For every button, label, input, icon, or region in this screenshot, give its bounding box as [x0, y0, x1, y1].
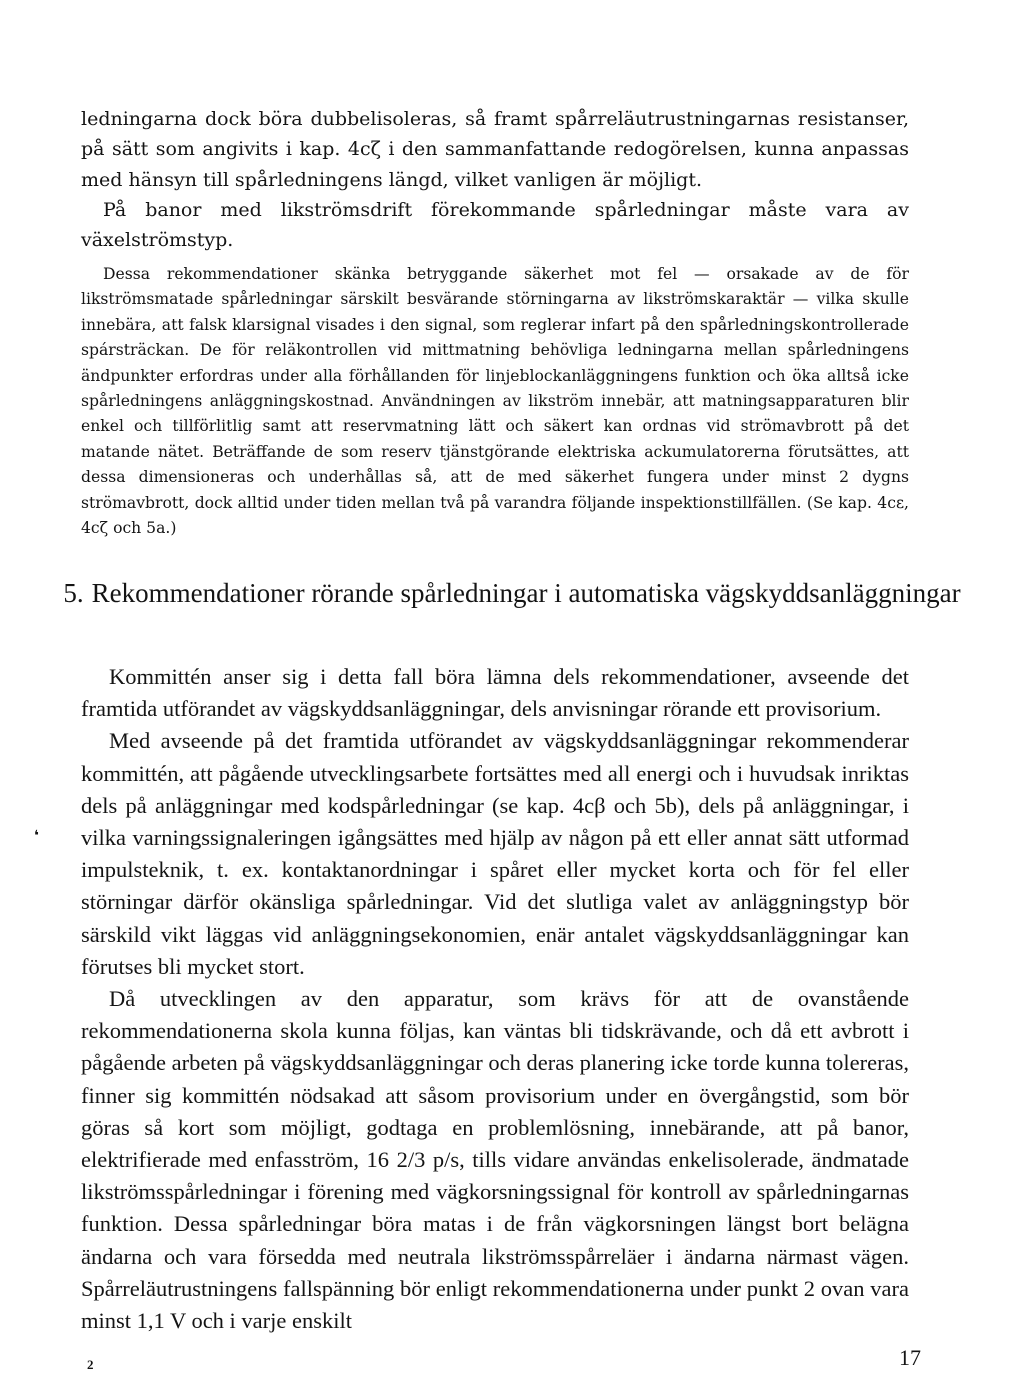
section-continuation: [81, 104, 909, 255]
paragraph: Då utvecklingen av den apparatur, som krävs för att de ovanstående rekommendationerna skola kunna följas, kan väntas bli tidskrävande, och då ett avbrott i pågående arbeten på vägskyddsanläggningar och deras planering icke torde kunna tolereras, finner sig kommittén nödsakad att såsom provisorium under en övergångstid, som bör göras så kort som möjligt, godtaga en problemlösning, innebärande, att på banor, elektrifierade med enfasström, 16 2/3 p/s, tills vidare användas enkelisolerade, ändmatade likströmsspårledningar i förening med vägkorsningssignal för kontroll av spårledningarnas funktion. Dessa spårledningar böra matas i de från vägkorsningen längst bort belägna ändarna och vara försedda med neutrala likströmsspårreläer i ändarna närmast vägen. Spårreläutrustningens fallspänning bör enligt rekommendationerna under punkt 2 ovan vara minst 1,1 V och i varje enskilt: [81, 986, 909, 1334]
signature-mark: 2: [87, 1357, 94, 1372]
paragraph: På banor med likströmsdrift förekommande spårledningar måste vara av växelströmstyp.: [81, 198, 909, 252]
section-small-print: [81, 262, 909, 541]
paragraph: Dessa rekommendationer skänka betryggande säkerhet mot fel — orsakade av de för likströmsmatade spårledningar särskilt besvärande störningarna av likströmskaraktär — vilka skulle innebära, att falsk klarsignal visades i den signal, som reglerar infart på den spårledningskontrollerade spársträckan. De för reläkontrollen vid mittmatning behövliga ledningarna mellan spårledningens ändpunkter erfordras under alla förhållanden för linjeblockanläggningens funktion och öka alltså icke spårledningens anläggningskostnad. Användningen av likström innebär, att matningsapparaturen blir enkel och tillförlitlig samt att reservmatning lätt och säkert kan ordnas vid strömavbrott på det matande nätet. Beträffande de som reserv tjänstgörande elektriska ackumulatorerna förutsättes, att dessa dimensioneras och underhållas så, att de med säkerhet fungera under minst 2 dygns strömavbrott, dock alltid under tiden mellan två på varandra följande inspektionstillfällen. (Se kap. 4cε, 4cζ och 5a.): [81, 265, 909, 538]
section-number: 5.: [63, 578, 84, 608]
section-heading: [0, 574, 1024, 612]
paragraph: Med avseende på det framtida utförandet av vägskyddsanläggningar rekommenderar kommittén, att pågående utvecklingsarbete fortsättes med all energi och i huvudsak inriktas dels på anläggningar med kodspårledningar (se kap. 4cβ och 5b), dels på anläggningar, i vilka varningssignaleringen igångsättes med hjälp av någon på ett eller annat sätt utformad impulsteknik, t. ex. kontaktanordningar i spåret eller mycket korta och för fel eller störningar därför okänsliga spårledningar. Vid det slutliga valet av anläggningstyp bör särskild vikt läggas vid anläggningsekonomien, enär antalet vägskyddsanläggningar kan förutses bli mycket stort.: [81, 728, 909, 979]
margin-mark: ❛: [34, 828, 39, 844]
section-title: Rekommendationer rörande spårledningar i automatiska vägskyddsanläggningar: [91, 578, 961, 608]
section-5-body: [81, 661, 909, 1337]
page-number: 17: [899, 1345, 921, 1370]
paragraph: ledningarna dock böra dubbelisoleras, så framt spårreläutrustningarnas resistanser, på sätt som angivits i kap. 4cζ i den sammanfattande redogörelsen, kunna anpassas med hänsyn till spårledningens längd, vilket vanligen är möjligt.: [81, 108, 909, 191]
paragraph: Kommittén anser sig i detta fall böra lämna dels rekommendationer, avseende det framtida utförandet av vägskyddsanläggningar, dels anvisningar rörande ett provisorium.: [81, 664, 909, 722]
